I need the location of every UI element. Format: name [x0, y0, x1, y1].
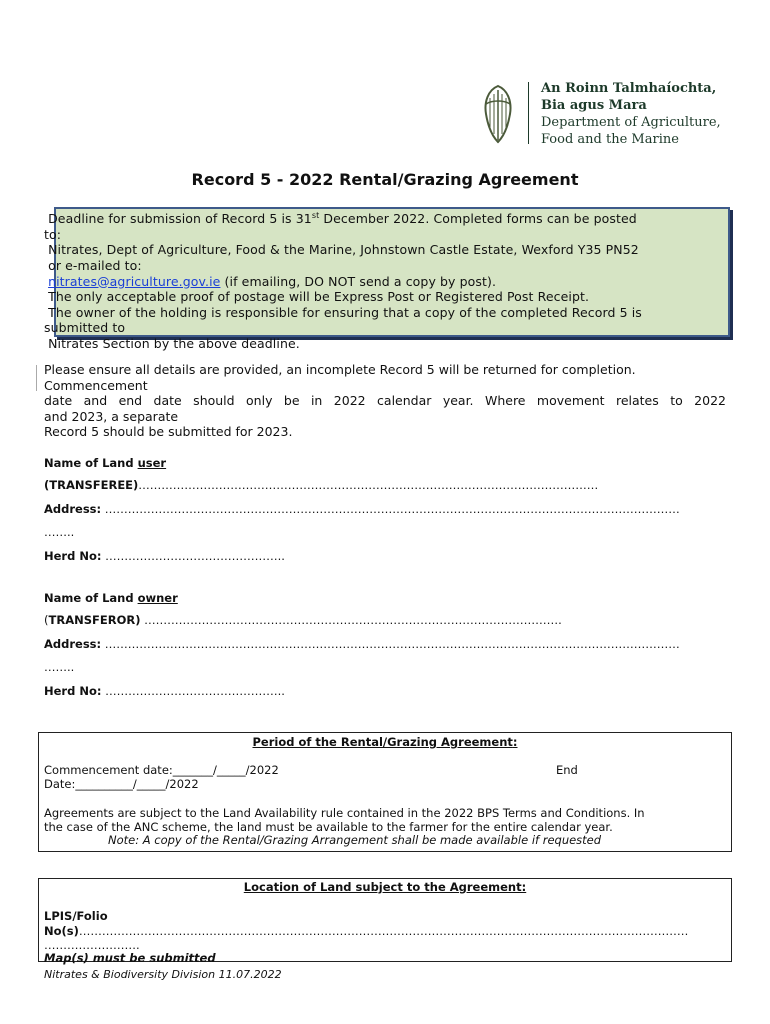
transferee-address-field[interactable]: Address: ……………………………………………………………………………………………………………………………………: [44, 502, 680, 516]
logo-divider: [528, 82, 529, 144]
page-title: Record 5 - 2022 Rental/Grazing Agreement: [191, 170, 579, 189]
end-date-label: End: [556, 763, 578, 777]
end-date-field[interactable]: Date:__________/_____/2022: [44, 777, 199, 791]
notice-line: to:: [44, 226, 62, 242]
transferor-address-field[interactable]: Address: ……………………………………………………………………………………………………………………………………: [44, 637, 680, 651]
dept-english-line1: Department of Agriculture,: [541, 115, 721, 130]
lpis-folio-field[interactable]: No(s)……………………………………………………………………………………………………………………………………………: [44, 924, 689, 938]
maps-required-note: Map(s) must be submitted: [44, 951, 216, 965]
location-heading: Location of Land subject to the Agreement:: [243, 880, 527, 894]
instruction-line: Record 5 should be submitted for 2023.: [44, 424, 293, 440]
dept-irish-line1: An Roinn Talmhaíochta,: [541, 81, 717, 96]
notice-line: Nitrates, Dept of Agriculture, Food & the Marine, Johnstown Castle Estate, Wexford Y35 PN52: [48, 242, 639, 258]
arrangement-note: Note: A copy of the Rental/Grazing Arrangement shall be made available if requested: [108, 833, 602, 847]
notice-line: submitted to: [44, 320, 126, 336]
dept-english-line2: Food and the Marine: [541, 132, 679, 147]
period-heading: Period of the Rental/Grazing Agreement:: [252, 735, 518, 749]
instruction-line: Please ensure all details are provided, an incomplete Record 5 will be returned for completion.: [44, 362, 636, 377]
instruction-line: Commencement: [44, 377, 148, 393]
transferee-field[interactable]: (TRANSFEREE)…………………………………………………………………………………………………………: [44, 478, 599, 492]
footer-division-date: Nitrates & Biodiversity Division 11.07.2022: [44, 968, 282, 981]
email-link[interactable]: nitrates@agriculture.gov.ie: [48, 273, 221, 289]
notice-line: Nitrates Section by the above deadline.: [48, 335, 300, 351]
instruction-line: and 2023, a separate: [44, 408, 179, 424]
notice-line: nitrates@agriculture.gov.ie (if emailing, DO NOT send a copy by post).: [48, 273, 497, 289]
transferor-address-continued: ……..: [44, 660, 75, 674]
instruction-line: date and end date should only be in 2022 calendar year. Where movement relates to 2022: [44, 393, 726, 409]
notice-line: Deadline for submission of Record 5 is 31st December 2022. Completed forms can be posted: [48, 211, 637, 227]
land-user-heading: Name of Land user: [44, 456, 167, 470]
transferor-field[interactable]: (TRANSFEROR) ……………………………………………………………………………………………….: [44, 613, 562, 627]
transferee-herd-field[interactable]: Herd No: ………………………………………..: [44, 549, 285, 563]
harp-logo-icon: [480, 84, 516, 144]
dept-irish-line2: Bia agus Mara: [541, 98, 647, 113]
lpis-folio-continued: …………………….: [44, 938, 140, 952]
transferee-address-continued: ……..: [44, 525, 75, 539]
notice-line: The owner of the holding is responsible for ensuring that a copy of the completed Record 5 is: [48, 304, 642, 320]
notice-line: The only acceptable proof of postage will be Express Post or Registered Post Receipt.: [48, 289, 590, 305]
availability-rule-line: the case of the ANC scheme, the land must be available to the farmer for the entire calendar year.: [44, 820, 613, 834]
instructions-paragraph: [44, 362, 726, 440]
transferor-herd-field[interactable]: Herd No: ………………………………………..: [44, 684, 285, 698]
department-logo-text: [541, 80, 721, 148]
lpis-label: LPIS/Folio: [44, 909, 108, 923]
margin-bar: [36, 365, 37, 391]
notice-line: or e-mailed to:: [48, 257, 142, 273]
deadline-notice-text: [44, 208, 744, 352]
commencement-date-field[interactable]: Commencement date:_______/_____/2022: [44, 763, 279, 777]
availability-rule-line: Agreements are subject to the Land Availability rule contained in the 2022 BPS Terms and Conditions. In: [44, 806, 645, 820]
land-owner-heading: Name of Land owner: [44, 591, 178, 605]
